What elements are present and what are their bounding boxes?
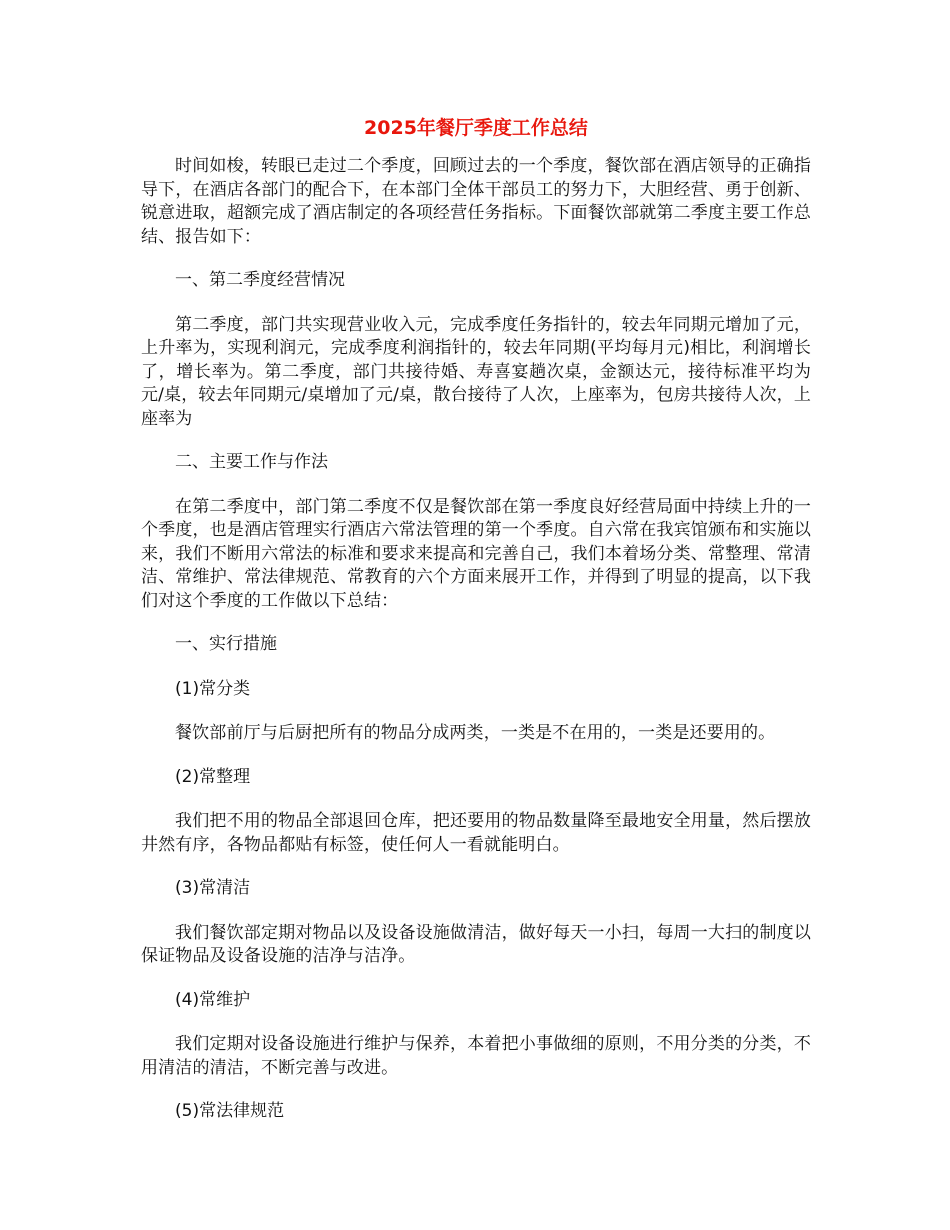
paragraph-intro: 时间如梭，转眼已走过二个季度，回顾过去的一个季度，餐饮部在酒店领导的正确指导下，在酒店各部门的配合下，在本部门全体干部员工的努力下，大胆经营、勇于创新、锐意进取，超额完成了酒店制定的各项经营任务指标。下面餐饮部就第二季度主要工作总结、报告如下： [141, 156, 811, 247]
section-heading-operations: 一、第二季度经营情况 [175, 270, 345, 290]
subheading-organize: (2)常整理 [175, 766, 251, 787]
document-page [141, 112, 811, 1145]
document-title: 2025年餐厅季度工作总结 [364, 117, 588, 139]
paragraph-sort: 餐饮部前厅与后厨把所有的物品分成两类，一类是不在用的，一类是还要用的。 [175, 723, 776, 743]
paragraph-clean: 我们餐饮部定期对物品以及设备设施做清洁，做好每天一小扫，每周一大扫的制度以保证物品及设备设施的洁净与洁净。 [141, 922, 811, 966]
paragraph-operations: 第二季度，部门共实现营业收入元，完成季度任务指针的，较去年同期元增加了元，上升率为，实现利润元，完成季度利润指针的，较去年同期(平均每月元)相比，利润增长了，增长率为。第二季度，部门共接待婚、寿喜宴趟次桌，金额达元，接待标准平均为元/桌，较去年同期元/桌增加了元/桌，散台接待了人次，上座率为，包房共接待人次，上座率为 [141, 314, 811, 429]
subheading-sort: (1)常分类 [175, 678, 251, 699]
paragraph-maintain: 我们定期对设备设施进行维护与保养，本着把小事做细的原则，不用分类的分类，不用清洁的清洁，不断完善与改进。 [141, 1034, 811, 1078]
subheading-regulation: (5)常法律规范 [175, 1101, 285, 1121]
subheading-maintain: (4)常维护 [175, 989, 251, 1010]
subheading-clean: (3)常清洁 [175, 878, 251, 898]
paragraph-organize: 我们把不用的物品全部退回仓库，把还要用的物品数量降至最地安全用量，然后摆放井然有序，各物品都贴有标签，使任何人一看就能明白。 [141, 811, 811, 855]
section-heading-main-work: 二、主要工作与作法 [175, 452, 328, 472]
section-heading-measures: 一、实行措施 [175, 634, 277, 654]
paragraph-main-work: 在第二季度中，部门第二季度不仅是餐饮部在第一季度良好经营局面中持续上升的一个季度，也是酒店管理实行酒店六常法管理的第一个季度。自六常在我宾馆颁布和实施以来，我们不断用六常法的标准和要求来提高和完善自己，我们本着场分类、常整理、常清洁、常维护、常法律规范、常教育的六个方面来展开工作，并得到了明显的提高，以下我们对这个季度的工作做以下总结： [141, 496, 811, 611]
